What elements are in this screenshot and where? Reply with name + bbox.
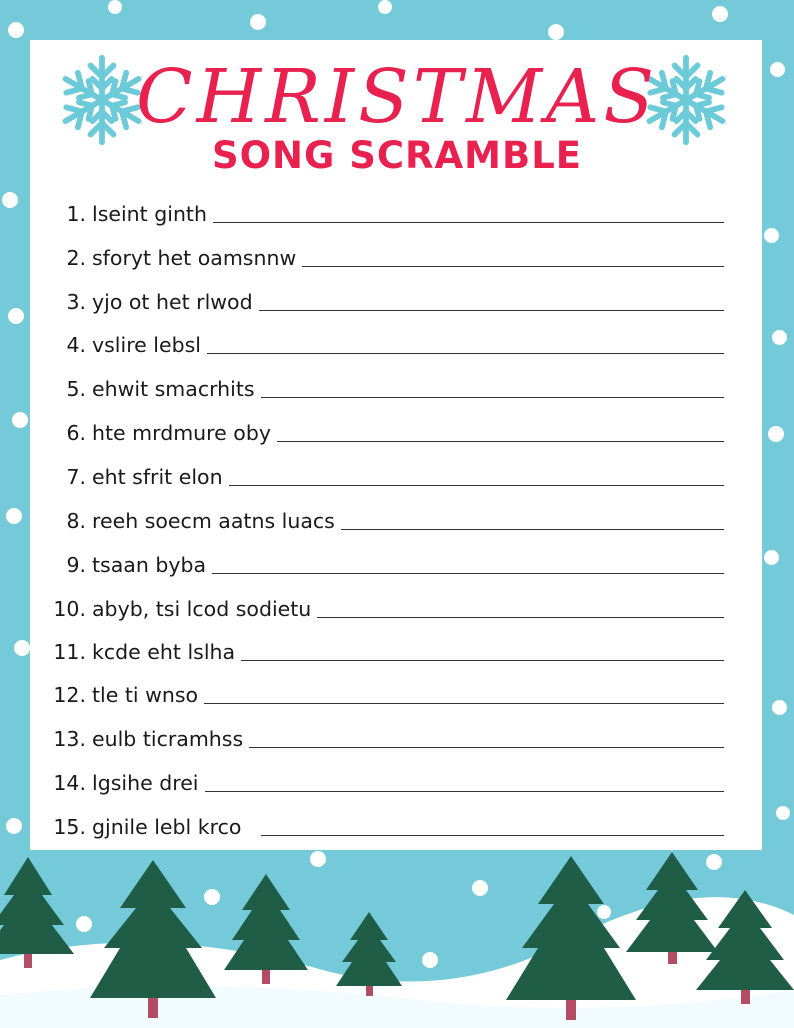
page-title: CHRISTMAS (135, 54, 659, 140)
tree-icon (0, 857, 74, 968)
item-number: 4. (66, 333, 86, 357)
item-number: 2. (66, 246, 86, 270)
scrambled-word: sforyt het oamsnnw (92, 246, 297, 270)
tree-icon (90, 860, 216, 1018)
scrambled-word: tle ti wnso (92, 683, 199, 707)
scrambled-word: tsaan byba (92, 553, 207, 577)
scrambled-word: lseint ginth (92, 202, 207, 226)
scrambled-word: eulb ticramhss (92, 727, 244, 751)
item-number: 1. (66, 202, 86, 226)
item-number: 15. (53, 815, 86, 839)
scrambled-word: gjnile lebl krco (92, 815, 242, 839)
scrambled-word: vslire lebsl (92, 333, 202, 357)
scrambled-word: kcde eht lslha (92, 640, 236, 664)
tree-icon (336, 912, 402, 996)
page-subtitle: SONG SCRAMBLE (211, 134, 583, 177)
item-number: 9. (66, 553, 86, 577)
item-number: 8. (66, 509, 86, 533)
item-number: 3. (66, 290, 86, 314)
scrambled-word: ehwit smacrhits (92, 377, 255, 401)
tree-icon (224, 874, 308, 984)
scrambled-word: hte mrdmure oby (92, 421, 271, 445)
item-number: 6. (66, 421, 86, 445)
scrambled-word: eht sfrit elon (92, 465, 223, 489)
scrambled-word: lgsihe drei (92, 771, 199, 795)
item-number: 5. (66, 377, 86, 401)
item-number: 11. (53, 640, 86, 664)
item-number: 10. (53, 597, 86, 621)
item-number: 12. (53, 683, 86, 707)
item-number: 13. (53, 727, 86, 751)
scrambled-word: abyb, tsi lcod sodietu (92, 597, 312, 621)
item-number: 14. (53, 771, 86, 795)
scrambled-word: yjo ot het rlwod (92, 290, 253, 314)
item-number: 7. (66, 465, 86, 489)
scrambled-word: reeh soecm aatns luacs (92, 509, 335, 533)
